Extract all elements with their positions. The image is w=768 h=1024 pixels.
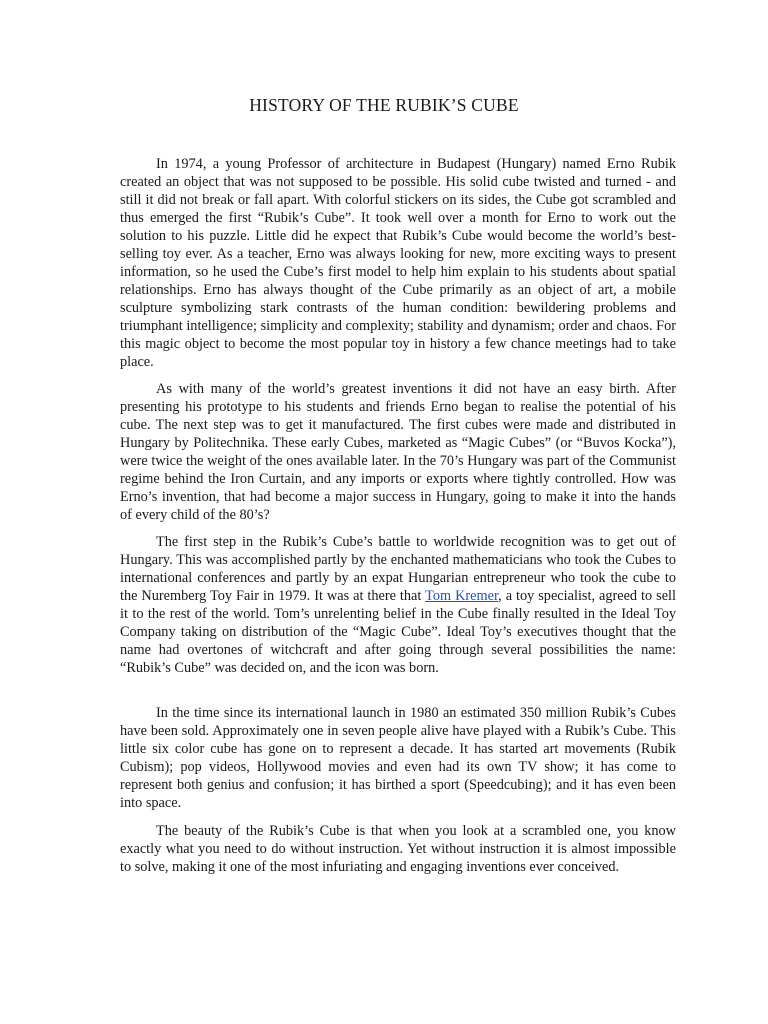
- page-title: HISTORY OF THE RUBIK’S CUBE: [249, 95, 519, 115]
- paragraph-manufacturing: As with many of the world’s greatest inventions it did not have an easy birth. After presenting his prototype to his students and friends Erno began to realise the potential of his cube. The next step was to get it manufactured. The first cubes were made and distributed in Hungary by Politechnika. These early Cubes, marketed as “Magic Cubes” (or “Buvos Kocka”), were twice the weight of the ones available later. In the 70’s Hungary was part of the Communist regime behind the Iron Curtain, and any imports or exports where tightly controlled. How was Erno’s invention, that had become a major success in Hungary, going to make it into the hands of every child of the 80’s?: [120, 381, 676, 523]
- paragraph-text-before-link: The first step in the Rubik’s Cube’s battle to worldwide recognition was to get out of Hungary. This was accomplished partly by the enchanted mathematicians who took the Cubes to international conferences and partly by an expat Hungarian entrepreneur who took the cube to the Nuremberg Toy Fair in 1979. It was at there that: [120, 534, 676, 604]
- paragraph-worldwide-recognition: [120, 533, 676, 677]
- paragraph-international-launch: In the time since its international launch in 1980 an estimated 350 million Rubik’s Cubes have been sold. Approximately one in seven people alive have played with a Rubik’s Cube. This little six color cube has gone on to represent a decade. It has started art movements (Rubik Cubism); pop videos, Hollywood movies and even had its own TV show; it has come to represent both genius and confusion; it has birthed a sport (Speedcubing); and it has even been into space.: [120, 705, 676, 811]
- document-body: [120, 155, 676, 876]
- paragraph-invention: In 1974, a young Professor of architecture in Budapest (Hungary) named Erno Rubik created an object that was not supposed to be possible. His solid cube twisted and turned - and still it did not break or fall apart. With colorful stickers on its sides, the Cube got scrambled and thus emerged the first “Rubik’s Cube”. It took well over a month for Erno to work out the solution to his puzzle. Little did he expect that Rubik’s Cube would become the world’s best-selling toy ever. As a teacher, Erno was always looking for new, more exciting ways to present information, so he used the Cube’s first model to help him explain to his students about spatial relationships. Erno has always thought of the Cube primarily as an object of art, a mobile sculpture symbolizing stark contrasts of the human condition: bewildering problems and triumphant intelligence; simplicity and complexity; stability and dynamism; order and chaos. For this magic object to become the most popular toy in history a few chance meetings had to take place.: [120, 156, 676, 370]
- tom-kremer-link[interactable]: Tom Kremer: [425, 588, 499, 604]
- paragraph-beauty: The beauty of the Rubik’s Cube is that when you look at a scrambled one, you know exactly what you need to do without instruction. Yet without instruction it is almost impossible to solve, making it one of the most infuriating and engaging inventions ever conceived.: [120, 823, 676, 875]
- paragraph-text-after-link: , a toy specialist, agreed to sell it to the rest of the world. Tom’s unrelenting belief in the Cube finally resulted in the Ideal Toy Company taking on distribution of the “Magic Cube”. Ideal Toy’s executives thought that the name had overtones of witchcraft and after going through several possibilities the name: “Rubik’s Cube” was decided on, and the icon was born.: [120, 588, 676, 676]
